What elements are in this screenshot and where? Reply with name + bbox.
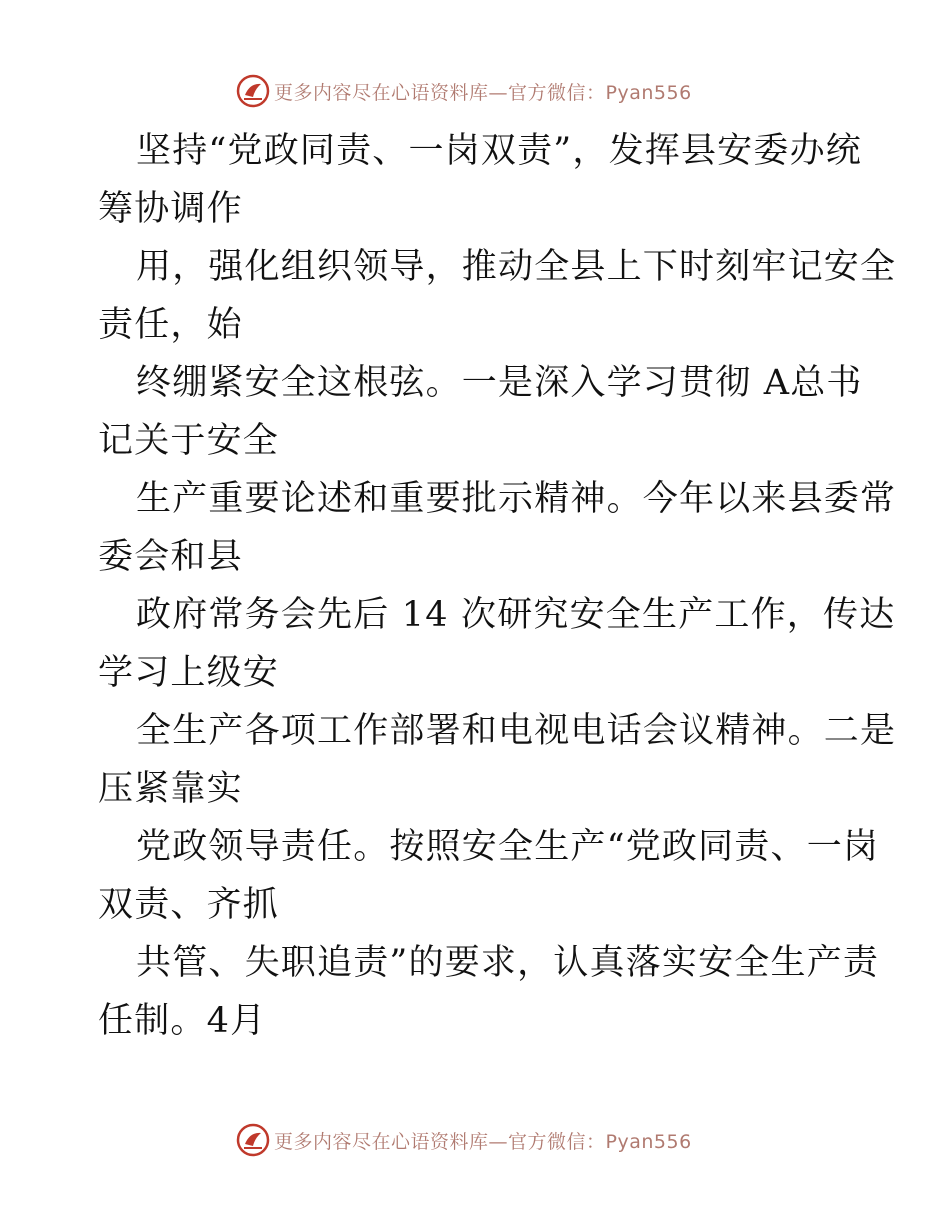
header-banner-wechat-id: Pyan556: [605, 81, 692, 104]
body-line: 任制。4月: [98, 1001, 267, 1041]
body-line: 筹协调作: [98, 189, 243, 229]
body-line: 政府常务会先后 14 次研究安全生产工作，传达: [136, 595, 896, 635]
body-line: 用，强化组织领导，推动全县上下时刻牢记安全: [136, 247, 897, 287]
body-line: 终绷紧安全这根弦。一是深入学习贯彻 A总书: [136, 363, 863, 403]
footer-banner-cn: 更多内容尽在心语资料库—官方微信：: [274, 1130, 606, 1153]
header-banner-text: [274, 78, 692, 105]
header-banner: [236, 71, 692, 111]
footer-banner-text: [274, 1127, 692, 1154]
body-line: 党政领导责任。按照安全生产“党政同责、一岗: [136, 827, 880, 867]
body-line: 全生产各项工作部署和电视电话会议精神。二是: [136, 711, 897, 751]
footer-banner: [236, 1120, 692, 1160]
seal-logo-icon: [236, 1123, 270, 1157]
body-line: 生产重要论述和重要批示精神。今年以来县委常: [136, 479, 897, 519]
seal-logo-icon: [236, 74, 270, 108]
body-line: 委会和县: [98, 537, 243, 577]
footer-banner-wechat-id: Pyan556: [605, 1130, 692, 1153]
body-line: 双责、齐抓: [98, 885, 280, 925]
body-line: 记关于安全: [98, 421, 280, 461]
body-line: 压紧靠实: [98, 769, 243, 809]
body-line: 坚持“党政同责、一岗双责”，发挥县安委办统: [136, 131, 862, 171]
body-line: 共管、失职追责”的要求，认真落实安全生产责: [136, 943, 880, 983]
body-line: 责任，始: [98, 305, 243, 345]
header-banner-cn: 更多内容尽在心语资料库—官方微信：: [274, 81, 606, 104]
body-line: 学习上级安: [98, 653, 280, 693]
document-body: [98, 122, 897, 1050]
